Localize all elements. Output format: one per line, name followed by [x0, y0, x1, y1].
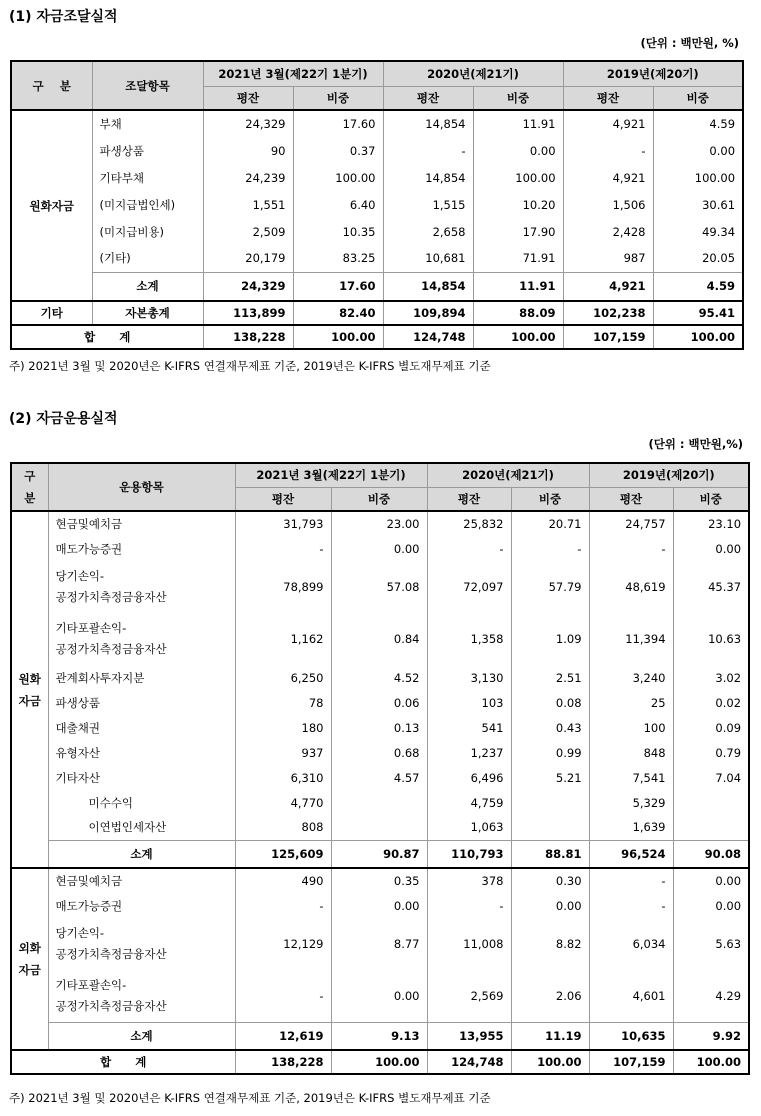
value-cell: 10,681 [383, 245, 473, 272]
value-cell: 1,639 [589, 815, 673, 840]
group-label-line2: 자금 [18, 963, 41, 977]
value-cell: 0.84 [331, 613, 427, 665]
total-label: 합 계 [11, 1050, 235, 1074]
section1-title: (1) 자금조달실적 [9, 9, 118, 25]
row-label [48, 918, 235, 970]
header-ratio: 비중 [653, 86, 743, 110]
investment-table [10, 462, 750, 1075]
value-cell: 23.00 [331, 511, 427, 536]
row-label-line1: 대출채권 [55, 720, 100, 735]
header-period: 2020년(제21기) [427, 463, 589, 487]
value-cell: 107,159 [563, 325, 653, 349]
value-cell: 12,129 [235, 918, 331, 970]
row-label [48, 511, 235, 536]
value-cell: 8.82 [511, 918, 589, 970]
header-avg: 평잔 [563, 86, 653, 110]
value-cell: 3.02 [673, 665, 749, 690]
table-row [11, 245, 743, 272]
value-cell [331, 790, 427, 815]
value-cell: 1.09 [511, 613, 589, 665]
value-cell: 12,619 [235, 1022, 331, 1050]
value-cell: 0.00 [331, 893, 427, 918]
value-cell: 11.19 [511, 1022, 589, 1050]
value-cell: 100.00 [473, 164, 563, 191]
table-row [11, 868, 749, 893]
value-cell: 9.92 [673, 1022, 749, 1050]
table-row [11, 715, 749, 740]
table-row [11, 164, 743, 191]
value-cell: - [589, 893, 673, 918]
section2-title: (2) 자금운용실적 [9, 411, 118, 427]
value-cell: 0.68 [331, 740, 427, 765]
value-cell: - [511, 536, 589, 561]
value-cell: - [235, 970, 331, 1022]
group-label-line1: 외화 [18, 941, 41, 955]
value-cell: 96,524 [589, 840, 673, 868]
row-label [48, 715, 235, 740]
value-cell: - [235, 893, 331, 918]
value-cell: 57.79 [511, 561, 589, 613]
value-cell: 11.91 [473, 272, 563, 301]
row-label [48, 665, 235, 690]
value-cell: 1,063 [427, 815, 511, 840]
value-cell: 11,394 [589, 613, 673, 665]
value-cell [511, 815, 589, 840]
row-label [48, 790, 235, 815]
row-label-line1: 현금및예치금 [55, 874, 123, 888]
value-cell: 1,358 [427, 613, 511, 665]
value-cell: 88.81 [511, 840, 589, 868]
header-period: 2019년(제20기) [589, 463, 749, 487]
value-cell: 0.00 [331, 536, 427, 561]
row-label-line1: 당기손익- [55, 569, 105, 583]
value-cell: 83.25 [293, 245, 383, 272]
header-period: 2020년(제21기) [383, 61, 563, 86]
subtotal-label: 소계 [92, 272, 203, 301]
header-ratio: 비중 [511, 487, 589, 511]
value-cell: 14,854 [383, 164, 473, 191]
row-label-line1: 매도가능증권 [55, 541, 123, 556]
value-cell: 1,515 [383, 191, 473, 218]
value-cell: 107,159 [589, 1050, 673, 1074]
value-cell: 20.05 [653, 245, 743, 272]
row-label: (기타) [92, 245, 203, 272]
header-period: 2021년 3월(제22기 1분기) [235, 463, 427, 487]
value-cell: 4.57 [331, 765, 427, 790]
value-cell [331, 815, 427, 840]
row-label-line1: 관계회사투자지분 [55, 670, 145, 685]
value-cell: 0.37 [293, 137, 383, 164]
table-row [11, 815, 749, 840]
value-cell: 24,329 [203, 110, 293, 137]
etc-category: 기타 [11, 301, 92, 325]
header-ratio: 비중 [473, 86, 563, 110]
value-cell: 71.91 [473, 245, 563, 272]
value-cell: 4,921 [563, 272, 653, 301]
value-cell: - [383, 137, 473, 164]
value-cell: 7,541 [589, 765, 673, 790]
header-item: 운용항목 [48, 463, 235, 511]
value-cell: 6,250 [235, 665, 331, 690]
value-cell: 4,921 [563, 164, 653, 191]
value-cell: 0.00 [331, 970, 427, 1022]
row-label [48, 893, 235, 918]
value-cell: 4,601 [589, 970, 673, 1022]
row-label [48, 561, 235, 613]
value-cell: 72,097 [427, 561, 511, 613]
value-cell: 3,240 [589, 665, 673, 690]
header-avg: 평잔 [203, 86, 293, 110]
value-cell: 138,228 [235, 1050, 331, 1074]
table-row [11, 665, 749, 690]
row-label: (미지급법인세) [92, 191, 203, 218]
value-cell: 9.13 [331, 1022, 427, 1050]
header-avg: 평잔 [383, 86, 473, 110]
subtotal-row [11, 272, 743, 301]
value-cell: 0.08 [511, 690, 589, 715]
value-cell: 0.00 [673, 536, 749, 561]
value-cell: 90.87 [331, 840, 427, 868]
value-cell: 0.79 [673, 740, 749, 765]
value-cell: 103 [427, 690, 511, 715]
value-cell: 31,793 [235, 511, 331, 536]
value-cell: 113,899 [203, 301, 293, 325]
value-cell: - [427, 536, 511, 561]
value-cell: - [235, 536, 331, 561]
total-label: 합 계 [11, 325, 203, 349]
row-label: 부채 [92, 110, 203, 137]
value-cell: 125,609 [235, 840, 331, 868]
value-cell: 5.21 [511, 765, 589, 790]
value-cell: 6,496 [427, 765, 511, 790]
table-row [11, 690, 749, 715]
value-cell: 7.04 [673, 765, 749, 790]
table-row [11, 191, 743, 218]
value-cell: 20.71 [511, 511, 589, 536]
etc-label: 자본총계 [92, 301, 203, 325]
header-period: 2021년 3월(제22기 1분기) [203, 61, 383, 86]
value-cell: 11.91 [473, 110, 563, 137]
header-ratio: 비중 [331, 487, 427, 511]
header-avg: 평잔 [235, 487, 331, 511]
value-cell: 95.41 [653, 301, 743, 325]
value-cell: 25,832 [427, 511, 511, 536]
group-label [11, 511, 48, 868]
value-cell: 4.59 [653, 272, 743, 301]
value-cell: 0.43 [511, 715, 589, 740]
header-ratio: 비중 [293, 86, 383, 110]
value-cell: 100.00 [653, 325, 743, 349]
row-label-line1: 기타자산 [55, 770, 100, 785]
value-cell: 10.35 [293, 218, 383, 245]
value-cell: 100.00 [653, 164, 743, 191]
group-label-line2: 자금 [18, 693, 41, 708]
value-cell: 20,179 [203, 245, 293, 272]
value-cell: 78,899 [235, 561, 331, 613]
value-cell: 0.00 [473, 137, 563, 164]
table-row [11, 110, 743, 137]
table-row [11, 918, 749, 970]
section1-note: 주) 2021년 3월 및 2020년은 K-IFRS 연결재무제표 기준, 2019년은 K-IFRS 별도재무제표 기준 [9, 359, 491, 373]
value-cell: 2.06 [511, 970, 589, 1022]
row-label-line1: 이연법인세자산 [88, 820, 167, 835]
value-cell: 0.99 [511, 740, 589, 765]
value-cell: 100.00 [473, 325, 563, 349]
value-cell: 6,034 [589, 918, 673, 970]
row-label: 파생상품 [92, 137, 203, 164]
total-row [11, 1050, 749, 1074]
table-row [11, 137, 743, 164]
value-cell: 2,509 [203, 218, 293, 245]
value-cell: 490 [235, 868, 331, 893]
row-label-line1: 현금및예치금 [55, 517, 123, 531]
row-label [48, 740, 235, 765]
value-cell: 10.20 [473, 191, 563, 218]
section2-note: 주) 2021년 3월 및 2020년은 K-IFRS 연결재무제표 기준, 2019년은 K-IFRS 별도재무제표 기준 [9, 1091, 491, 1105]
section1-unit: (단위 : 백만원, %) [640, 36, 739, 50]
value-cell: 6.40 [293, 191, 383, 218]
value-cell: 100.00 [331, 1050, 427, 1074]
row-label: 기타부채 [92, 164, 203, 191]
value-cell: 1,551 [203, 191, 293, 218]
row-label-line2: 공정가치측정금융자산 [55, 998, 167, 1013]
row-label-line2: 공정가치측정금융자산 [55, 947, 167, 961]
value-cell: 17.60 [293, 110, 383, 137]
value-cell: 5,329 [589, 790, 673, 815]
value-cell: 808 [235, 815, 331, 840]
table-row [11, 970, 749, 1022]
value-cell: 4,921 [563, 110, 653, 137]
header-ratio: 비중 [673, 487, 749, 511]
subtotal-label: 소계 [48, 840, 235, 868]
row-label-line1: 미수수익 [88, 795, 133, 810]
table-row [11, 613, 749, 665]
row-label-line1: 파생상품 [55, 695, 100, 710]
header-period: 2019년(제20기) [563, 61, 743, 86]
header-category-line2: 분 [24, 491, 36, 505]
row-label [48, 690, 235, 715]
table-row [11, 561, 749, 613]
group-label [11, 868, 48, 1050]
table-row [11, 893, 749, 918]
value-cell: - [427, 893, 511, 918]
row-label [48, 815, 235, 840]
value-cell: 1,506 [563, 191, 653, 218]
value-cell: 0.02 [673, 690, 749, 715]
value-cell: 4,770 [235, 790, 331, 815]
value-cell [511, 790, 589, 815]
value-cell: 2,658 [383, 218, 473, 245]
value-cell: 90.08 [673, 840, 749, 868]
section2-unit: (단위 : 백만원,%) [648, 437, 743, 451]
header-category [11, 463, 48, 511]
value-cell: 90 [203, 137, 293, 164]
header-item: 조달항목 [92, 61, 203, 110]
value-cell: 6,310 [235, 765, 331, 790]
value-cell: 0.30 [511, 868, 589, 893]
value-cell: 0.09 [673, 715, 749, 740]
value-cell: 2,428 [563, 218, 653, 245]
value-cell: - [589, 868, 673, 893]
value-cell: 0.13 [331, 715, 427, 740]
value-cell: 100.00 [293, 164, 383, 191]
value-cell: 109,894 [383, 301, 473, 325]
value-cell: 13,955 [427, 1022, 511, 1050]
row-label-line2: 공정가치측정금융자산 [55, 642, 167, 656]
value-cell: 82.40 [293, 301, 383, 325]
subtotal-row [11, 840, 749, 868]
value-cell: 25 [589, 690, 673, 715]
row-label [48, 970, 235, 1022]
value-cell: 17.90 [473, 218, 563, 245]
value-cell: 124,748 [427, 1050, 511, 1074]
value-cell: 138,228 [203, 325, 293, 349]
row-label-line1: 기타포괄손익- [55, 977, 127, 992]
value-cell: 4.59 [653, 110, 743, 137]
value-cell: 0.06 [331, 690, 427, 715]
value-cell: 180 [235, 715, 331, 740]
subtotal-row [11, 1022, 749, 1050]
value-cell: 541 [427, 715, 511, 740]
row-label: (미지급비용) [92, 218, 203, 245]
value-cell: 45.37 [673, 561, 749, 613]
row-label [48, 536, 235, 561]
value-cell: 4.52 [331, 665, 427, 690]
value-cell: 1,162 [235, 613, 331, 665]
row-label-line1: 매도가능증권 [55, 898, 123, 913]
etc-row [11, 301, 743, 325]
row-label-line1: 유형자산 [55, 745, 100, 760]
row-label-line1: 당기손익- [55, 926, 105, 940]
value-cell: 0.00 [673, 893, 749, 918]
value-cell: 5.63 [673, 918, 749, 970]
row-label-line1: 기타포괄손익- [55, 621, 127, 635]
value-cell: 4,759 [427, 790, 511, 815]
value-cell: 23.10 [673, 511, 749, 536]
value-cell: 0.00 [653, 137, 743, 164]
table-row [11, 740, 749, 765]
value-cell: 4.29 [673, 970, 749, 1022]
value-cell: 2,569 [427, 970, 511, 1022]
row-label [48, 613, 235, 665]
value-cell: 3,130 [427, 665, 511, 690]
value-cell: 0.00 [673, 868, 749, 893]
value-cell: 2.51 [511, 665, 589, 690]
table-row [11, 765, 749, 790]
value-cell: - [563, 137, 653, 164]
subtotal-label: 소계 [48, 1022, 235, 1050]
header-category-line1: 구 [24, 469, 36, 483]
value-cell: 30.61 [653, 191, 743, 218]
value-cell: 987 [563, 245, 653, 272]
value-cell: 88.09 [473, 301, 563, 325]
value-cell [673, 790, 749, 815]
table-row [11, 790, 749, 815]
value-cell: 48,619 [589, 561, 673, 613]
value-cell: 0.35 [331, 868, 427, 893]
value-cell: 110,793 [427, 840, 511, 868]
value-cell: 378 [427, 868, 511, 893]
value-cell: - [589, 536, 673, 561]
row-label-line2: 공정가치측정금융자산 [55, 590, 167, 604]
total-row [11, 325, 743, 349]
value-cell: 100 [589, 715, 673, 740]
group-label-line1: 원화 [18, 671, 41, 686]
value-cell: 10.63 [673, 613, 749, 665]
value-cell: 14,854 [383, 110, 473, 137]
value-cell: 937 [235, 740, 331, 765]
funding-table [10, 60, 744, 350]
value-cell: 10,635 [589, 1022, 673, 1050]
table-row [11, 218, 743, 245]
value-cell [673, 815, 749, 840]
value-cell: 78 [235, 690, 331, 715]
value-cell: 14,854 [383, 272, 473, 301]
value-cell: 100.00 [673, 1050, 749, 1074]
header-avg: 평잔 [589, 487, 673, 511]
value-cell: 1,237 [427, 740, 511, 765]
value-cell: 848 [589, 740, 673, 765]
value-cell: 100.00 [511, 1050, 589, 1074]
table-row [11, 511, 749, 536]
group-label: 원화자금 [11, 110, 92, 301]
value-cell: 102,238 [563, 301, 653, 325]
value-cell: 24,329 [203, 272, 293, 301]
value-cell: 24,757 [589, 511, 673, 536]
value-cell: 0.00 [511, 893, 589, 918]
header-avg: 평잔 [427, 487, 511, 511]
value-cell: 8.77 [331, 918, 427, 970]
value-cell: 49.34 [653, 218, 743, 245]
value-cell: 57.08 [331, 561, 427, 613]
value-cell: 124,748 [383, 325, 473, 349]
row-label [48, 765, 235, 790]
value-cell: 100.00 [293, 325, 383, 349]
value-cell: 17.60 [293, 272, 383, 301]
value-cell: 24,239 [203, 164, 293, 191]
table-row [11, 536, 749, 561]
header-category: 구 분 [11, 61, 92, 110]
row-label [48, 868, 235, 893]
value-cell: 11,008 [427, 918, 511, 970]
